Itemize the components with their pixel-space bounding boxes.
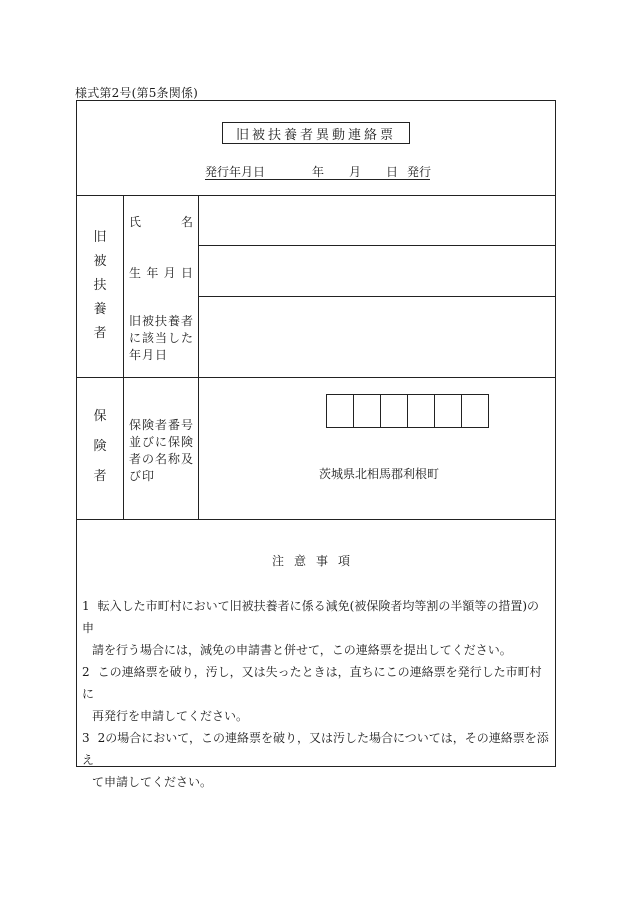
former-dependent-label: 旧 被 扶 養 者: [93, 230, 107, 341]
date-became-field[interactable]: [199, 297, 555, 377]
notice-list: [82, 595, 550, 793]
issue-day-label: 日: [386, 165, 399, 179]
date-became-label: 旧被扶養者 に該当した 年月日: [129, 314, 195, 362]
insurer-field-label: 保険者番号 並びに保険 者の名称及 び印: [129, 418, 195, 483]
form-number: 様式第2号(第5条関係): [75, 86, 199, 100]
insurer-number-box[interactable]: [326, 394, 354, 428]
issue-year-label: 年: [312, 165, 325, 179]
divider: [77, 519, 555, 520]
insurer-name: 茨城県北相馬郡利根町: [319, 467, 440, 481]
notice-item: 1 転入した市町村において旧被扶養者に係る減免(被保険者均等割の半額等の措置)の申: [82, 599, 540, 635]
notice-item-continued: て申請してください。: [92, 775, 213, 789]
notice-item-continued: 請を行う場合には，減免の申請書と併せて，この連絡票を提出してください。: [92, 643, 512, 657]
insurer-number-boxes[interactable]: [326, 394, 489, 428]
insurer-number-box[interactable]: [434, 394, 462, 428]
birthdate-label: 生 年 月 日: [129, 266, 193, 280]
insurer-number-box[interactable]: [407, 394, 435, 428]
notice-item-continued: 再発行を申請してください。: [92, 709, 249, 723]
notice-heading: 注意事項: [271, 554, 360, 568]
name-field[interactable]: [199, 196, 555, 245]
insurer-label: 保 険 者: [93, 409, 107, 484]
issue-date-line[interactable]: [205, 161, 430, 180]
form-frame: [76, 100, 556, 789]
divider: [123, 195, 124, 519]
issue-suffix: 発行: [407, 165, 432, 179]
insurer-number-box[interactable]: [353, 394, 381, 428]
form-title: 旧被扶養者異動連絡票: [222, 122, 410, 144]
insurer-number-box[interactable]: [380, 394, 408, 428]
insurer-number-box[interactable]: [461, 394, 489, 428]
birthdate-field[interactable]: [199, 246, 555, 296]
notice-item: 3 2の場合において，この連絡票を破り，又は汚した場合については，その連絡票を添え: [82, 731, 549, 767]
notice-item: 2 この連絡票を破り，汚し，又は失ったときは，直ちにこの連絡票を発行した市町村に: [82, 665, 542, 701]
divider: [77, 377, 555, 378]
issue-date-label: 発行年月日: [205, 165, 266, 179]
issue-month-label: 月: [349, 165, 362, 179]
name-label: 氏 名: [129, 215, 193, 229]
